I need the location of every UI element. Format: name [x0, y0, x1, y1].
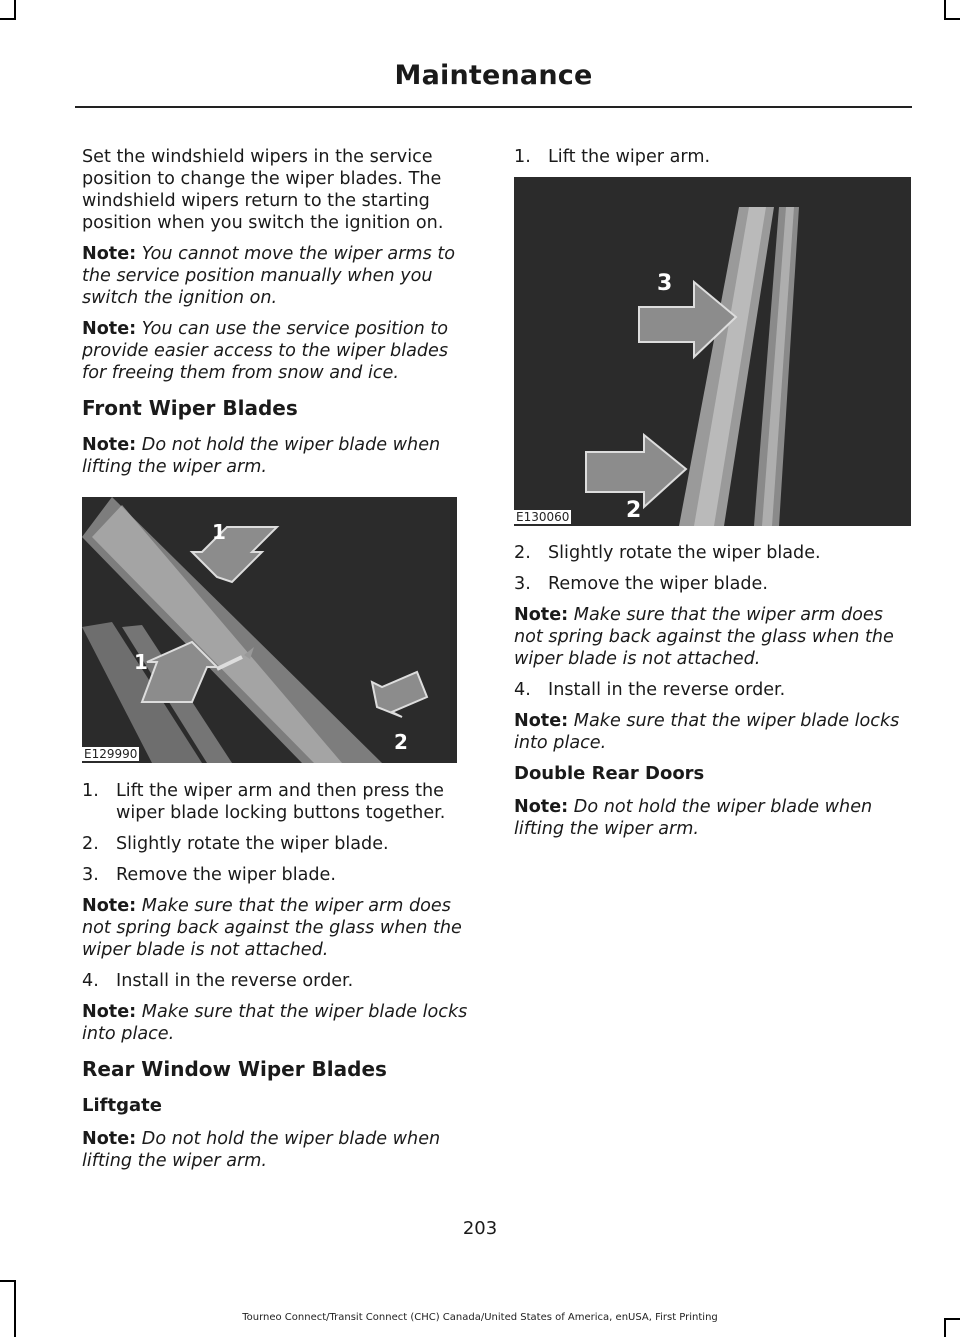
note-label: Note:	[514, 711, 569, 731]
step-item	[514, 146, 909, 168]
step-number: 1.	[514, 147, 531, 167]
page-title: Maintenance	[394, 60, 593, 91]
step-item	[514, 542, 909, 564]
note-front-hold	[82, 434, 477, 478]
step-text: Slightly rotate the wiper blade.	[116, 834, 389, 854]
note-text: Do not hold the wiper blade when lifting the wiper arm.	[514, 797, 873, 839]
note-text: Do not hold the wiper blade when lifting the wiper arm.	[82, 1129, 441, 1171]
double-rear-doors-heading: Double Rear Doors	[514, 763, 705, 784]
crop-mark	[944, 18, 960, 20]
note-liftgate-hold	[82, 1128, 477, 1172]
crop-mark	[14, 0, 16, 20]
left-column	[82, 146, 477, 1181]
note-text: Do not hold the wiper blade when lifting the wiper arm.	[82, 435, 441, 477]
crop-mark	[0, 1280, 16, 1282]
front-wiper-illustration	[82, 497, 457, 763]
front-wiper-figure	[82, 497, 457, 763]
note-text: Make sure that the wiper arm does not spring back against the glass when the wiper blade is not attached.	[82, 896, 462, 960]
step-number: 2.	[82, 834, 99, 854]
step-item	[82, 970, 477, 992]
step-item	[82, 864, 477, 886]
note-label: Note:	[82, 1002, 137, 1022]
note-label: Note:	[514, 797, 569, 817]
note-label: Note:	[82, 319, 137, 339]
front-wiper-heading: Front Wiper Blades	[82, 396, 298, 420]
step-text: Install in the reverse order.	[116, 971, 354, 991]
step-text: Install in the reverse order.	[548, 680, 786, 700]
note-text: Make sure that the wiper blade locks into place.	[514, 711, 900, 753]
step-number: 4.	[514, 680, 531, 700]
step-number: 2.	[514, 543, 531, 563]
intro-paragraph: Set the windshield wipers in the service position to change the wiper blades. The windshield wipers return to the starting position when you switch the ignition on.	[82, 147, 444, 233]
note-spring-back	[82, 895, 477, 961]
callout-3: 3	[657, 271, 673, 296]
figure-code: E130060	[516, 510, 570, 524]
note-locks	[514, 710, 909, 754]
rear-wiper-heading: Rear Window Wiper Blades	[82, 1057, 387, 1081]
footer-text: Tourneo Connect/Transit Connect (CHC) Canada/United States of America, enUSA, First Printing	[242, 1312, 718, 1323]
callout-1a: 1	[212, 520, 226, 544]
step-item	[514, 679, 909, 701]
step-number: 3.	[514, 574, 531, 594]
step-number: 4.	[82, 971, 99, 991]
note-locks	[82, 1001, 477, 1045]
right-column	[514, 146, 909, 849]
figure-code: E129990	[84, 747, 138, 761]
step-text: Lift the wiper arm.	[548, 147, 711, 167]
note-doors-hold	[514, 796, 909, 840]
step-text: Remove the wiper blade.	[548, 574, 768, 594]
step-text: Lift the wiper arm and then press the wiper blade locking buttons together.	[116, 781, 446, 823]
step-number: 3.	[82, 865, 99, 885]
callout-2: 2	[626, 498, 642, 523]
step-item	[82, 780, 477, 824]
note-label: Note:	[514, 605, 569, 625]
page-number: 203	[462, 1218, 498, 1239]
step-item	[82, 833, 477, 855]
crop-mark	[0, 18, 16, 20]
note-spring-back	[514, 604, 909, 670]
crop-mark	[944, 0, 946, 20]
crop-mark	[14, 1280, 16, 1337]
rear-wiper-illustration	[514, 177, 911, 526]
note-text: You cannot move the wiper arms to the service position manually when you switch the ignition on.	[82, 244, 455, 308]
callout-1b: 1	[134, 650, 148, 674]
liftgate-heading: Liftgate	[82, 1095, 162, 1116]
step-text: Slightly rotate the wiper blade.	[548, 543, 821, 563]
note-text: Make sure that the wiper arm does not spring back against the glass when the wiper blade is not attached.	[514, 605, 894, 669]
note-access	[82, 318, 477, 384]
note-text: You can use the service position to provide easier access to the wiper blades for freeing them from snow and ice.	[82, 319, 449, 383]
note-label: Note:	[82, 244, 137, 264]
note-label: Note:	[82, 1129, 137, 1149]
note-label: Note:	[82, 896, 137, 916]
note-text: Make sure that the wiper blade locks into place.	[82, 1002, 468, 1044]
step-number: 1.	[82, 781, 99, 801]
step-text: Remove the wiper blade.	[116, 865, 336, 885]
note-ignition	[82, 243, 477, 309]
header-rule	[75, 106, 912, 108]
step-item	[514, 573, 909, 595]
note-label: Note:	[82, 435, 137, 455]
callout-2: 2	[394, 730, 408, 754]
rear-wiper-figure	[514, 177, 911, 526]
